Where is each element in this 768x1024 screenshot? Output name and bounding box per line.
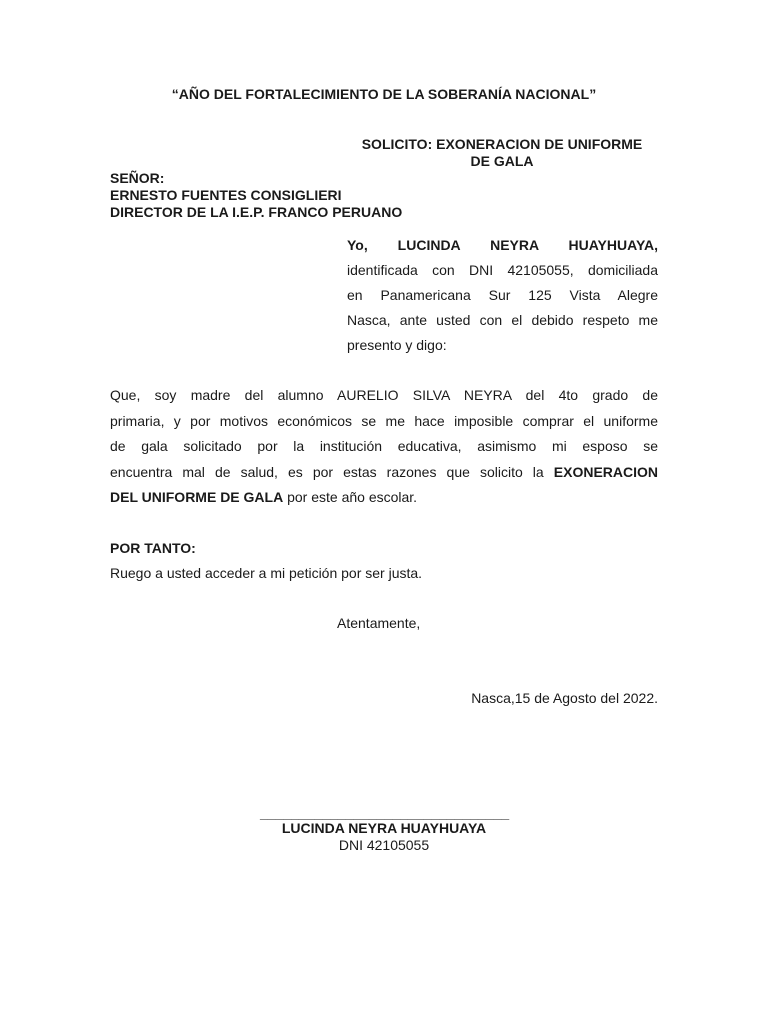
addressee-block: [110, 170, 402, 221]
body-line: primaria, y por motivos económicos se me hace imposible comprar el uniforme: [110, 412, 658, 429]
body-emphasis: DEL UNIFORME DE GALA: [110, 489, 284, 505]
intro-line: en Panamericana Sur 125 Vista Alegre: [347, 287, 658, 303]
body-emphasis: EXONERACION: [553, 463, 658, 480]
signature-name: LUCINDA NEYRA HUAYHUAYA: [281, 820, 487, 836]
subject-line-2: DE GALA: [470, 153, 534, 169]
body-text: encuentra mal de salud, es por estas razones que solicito la: [110, 463, 554, 480]
body-line: [110, 485, 658, 511]
addressee-name: ERNESTO FUENTES CONSIGLIERI: [110, 187, 342, 203]
intro-line: Nasca, ante usted con el debido respeto me: [347, 312, 658, 328]
year-title: “AÑO DEL FORTALECIMIENTO DE LA SOBERANÍA NACIONAL”: [171, 86, 597, 102]
intro-greeting: Yo, LUCINDA NEYRA HUAYHUAYA,: [347, 237, 658, 253]
signature-line: ________________________________: [260, 805, 510, 821]
por-tanto-heading: POR TANTO:: [110, 540, 196, 556]
body-line: Que, soy madre del alumno AURELIO SILVA NEYRA del 4to grado de: [110, 387, 658, 403]
body-line: [110, 460, 658, 486]
addressee-title: DIRECTOR DE LA I.E.P. FRANCO PERUANO: [110, 204, 403, 220]
date-line: Nasca,15 de Agosto del 2022.: [471, 690, 658, 706]
signature-dni: DNI 42105055: [338, 837, 430, 853]
body-line: de gala solicitado por la institución educativa, asimismo mi esposo se: [110, 438, 658, 454]
closing-text: Atentamente,: [337, 615, 421, 631]
body-text: por este año escolar.: [283, 489, 418, 505]
addressee-salutation: SEÑOR:: [110, 170, 165, 186]
intro-paragraph: [347, 233, 658, 358]
intro-line: identificada con DNI 42105055, domiciliada: [347, 262, 658, 278]
subject-line-1: SOLICITO: EXONERACION DE UNIFORME: [361, 136, 643, 152]
subject-heading: [342, 136, 662, 170]
body-paragraph: [110, 383, 658, 511]
signature-block: [260, 806, 508, 854]
request-text: Ruego a usted acceder a mi petición por ser justa.: [110, 565, 423, 581]
intro-line: presento y digo:: [347, 337, 447, 353]
